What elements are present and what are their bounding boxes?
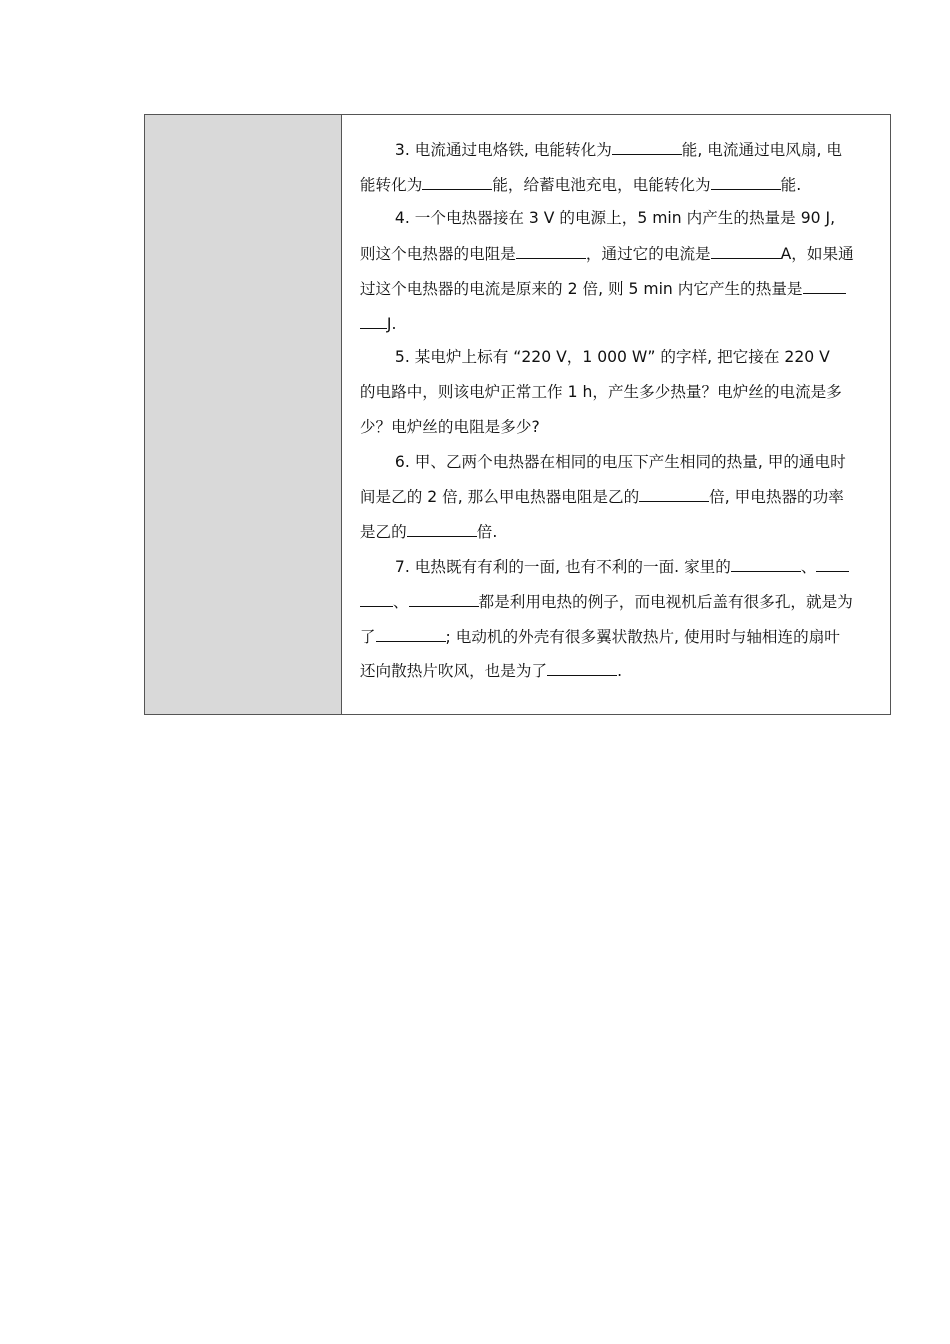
q4-line-1 [385,188,835,228]
answer-blank[interactable] [516,243,586,259]
q7-text-4b: . [617,662,623,680]
q3-text-1b: 能, 电流通过电风扇, 电 [681,141,842,159]
q7-text-2b: 都是利用电热的例子，而电视机后盖有很多孔，就是为 [478,593,853,611]
q7-text-3a: 了 [359,628,376,646]
answer-blank[interactable] [547,660,617,676]
q7-line-4 [350,640,622,681]
q3-text-1a: 3. 电流通过电烙铁, 电能转化为 [394,141,612,159]
q4-text-1: 4. 一个电热器接在 3 V 的电源上，5 min 内产生的热量是 90 J, [394,209,836,227]
q3-text-2a: 能转化为 [359,176,423,194]
answer-blank[interactable] [409,591,479,607]
answer-blank[interactable] [816,556,849,572]
q4-text-2c: A，如果通 [780,245,854,263]
q4-text-4: J. [386,315,397,333]
answer-blank[interactable] [360,313,387,329]
q4-text-3a: 过这个电热器的电流是原来的 2 倍, 则 5 min 内它产生的热量是 [359,280,803,298]
q3-text-2b: 能，给蓄电池充电，电能转化为 [492,176,711,194]
q4-line-3 [350,258,846,299]
q6-text-3a: 是乙的 [359,523,407,541]
answer-blank[interactable] [612,139,682,155]
answer-blank[interactable] [407,521,477,537]
q6-text-2b: 倍, 甲电热器的功率 [709,488,844,506]
q7-text-4a: 还向散热片吹风，也是为了 [359,662,548,680]
q7-text-1a: 7. 电热既有有利的一面, 也有不利的一面. 家里的 [394,558,731,576]
q7-text-3b: ; 电动机的外壳有很多翼状散热片, 使用时与轴相连的扇叶 [445,628,840,646]
q6-text-1: 6. 甲、乙两个电热器在相同的电压下产生相同的热量, 甲的通电时 [394,453,846,471]
q6-text-2a: 间是乙的 2 倍, 那么甲电热器电阻是乙的 [359,488,640,506]
answer-blank[interactable] [731,556,801,572]
q7-text-1b: 、 [800,558,817,576]
q5-text-3: 少？电炉丝的电阻是多少? [359,418,540,436]
q6-text-3b: 倍. [476,523,498,541]
answer-blank[interactable] [639,486,709,502]
answer-blank[interactable] [360,591,393,607]
q3-text-2c: 能. [780,176,802,194]
q5-line-1 [385,327,830,367]
q5-line-3 [350,397,540,437]
left-shaded-cell [145,115,342,714]
answer-blank[interactable] [711,243,781,259]
q5-text-1: 5. 某电炉上标有 “220 V，1 000 W” 的字样, 把它接在 220 V [394,348,830,366]
q4-text-2b: ，通过它的电流是 [585,245,711,263]
q5-text-2: 的电路中，则该电炉正常工作 1 h，产生多少热量？电炉丝的电流是多 [359,383,842,401]
answer-blank[interactable] [803,278,846,294]
q7-text-2a: 、 [392,593,409,611]
q4-text-2a: 则这个电热器的电阻是 [359,245,516,263]
q5-line-2 [350,362,842,402]
